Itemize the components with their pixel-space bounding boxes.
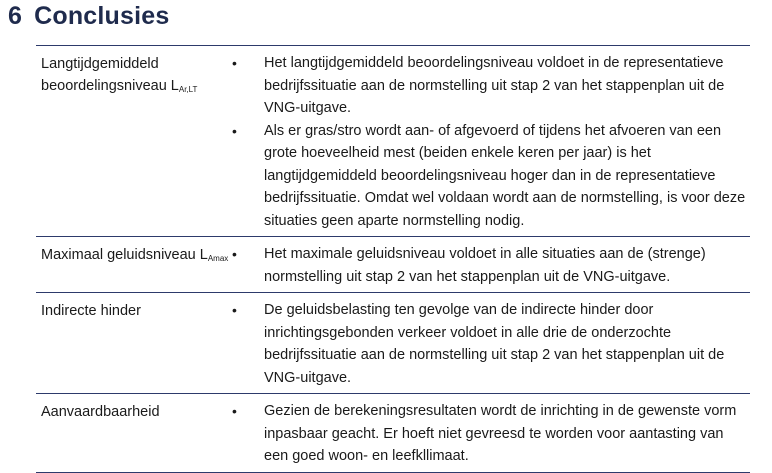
table-row [36, 46, 750, 237]
row-label: Indirecte hinder [41, 303, 141, 319]
list-item: • Het langtijdgemiddeld beoordelingsniveau voldoet in de representatieve bedrijfssituatie aan de normstelling uit stap 2 van het stappenplan uit de VNG-uitgave. [229, 52, 750, 120]
row-content [229, 237, 750, 293]
row-content [229, 293, 750, 394]
bullet-list [229, 52, 750, 232]
list-item: • Het maximale geluidsniveau voldoet in alle situaties aan de (strenge) normstelling uit stap 2 van het stappenplan uit de VNG-uitgave. [229, 243, 750, 288]
row-label: Aanvaardbaarheid [41, 404, 160, 420]
label-subscript: Ar,LT [178, 85, 198, 94]
table-row [36, 293, 750, 394]
table-row [36, 394, 750, 473]
row-label: Maximaal geluidsniveau $L_{Amax}$ [41, 247, 229, 263]
page-title [8, 2, 169, 31]
list-item: • Als er gras/stro wordt aan- of afgevoerd of tijdens het afvoeren van een grote hoeveelheid mest (beiden enkele keren per jaar) is het langtijdgemiddeld beoordelingsniveau hoger dan in de representatieve bedrijfssituatie. Omdat wel voldaan wordt aan de normstelling, is voor deze situaties geen aparte normstelling nodig. [229, 120, 750, 233]
bullet-icon: • [232, 403, 237, 419]
bullet-icon: • [232, 55, 237, 71]
row-content [229, 46, 750, 237]
section-title: Conclusies [34, 2, 170, 30]
bullet-list [229, 299, 750, 389]
list-item: • De geluidsbelasting ten gevolge van de indirecte hinder door inrichtingsgebonden verkeer voldoet in alle drie de onderzochte bedrijfssituatie aan de normstelling uit stap 2 van het stappenplan uit de VNG-uitgave. [229, 299, 750, 389]
bullet-list [229, 243, 750, 288]
bullet-icon: • [232, 302, 237, 318]
conclusions-table [36, 45, 750, 473]
row-content [229, 394, 750, 473]
label-subscript: Amax [207, 254, 229, 263]
row-label: Langtijdgemiddeld beoordelingsniveau $L_{Ar,LT}$ [41, 56, 198, 94]
table-row [36, 237, 750, 293]
list-item: • Gezien de berekeningsresultaten wordt de inrichting in de gewenste vorm inpasbaar geacht. Er hoeft niet gevreesd te worden voor aantasting van een goed woon- en leefkllimaat. [229, 400, 750, 468]
section-number: 6 [8, 2, 23, 30]
bullet-icon: • [232, 122, 237, 139]
bullet-list [229, 400, 750, 468]
bullet-icon: • [232, 246, 237, 262]
